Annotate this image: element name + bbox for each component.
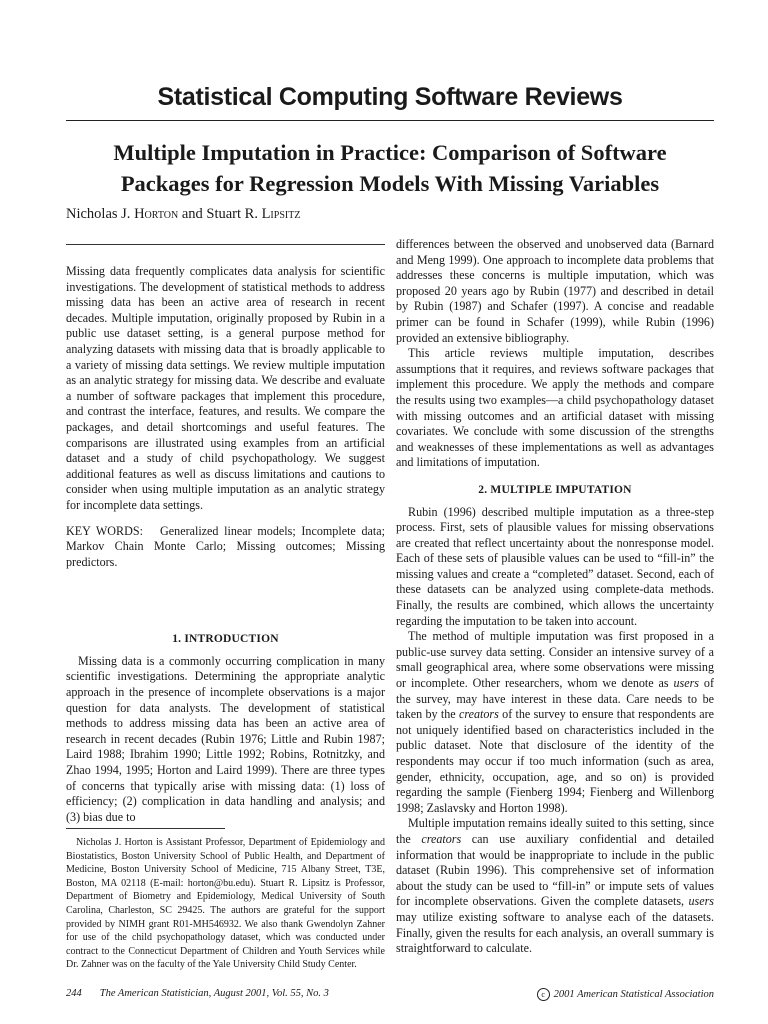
page-number: 244: [66, 988, 82, 999]
mi-p2-text-b: of the survey, may have interest in these data. Care needs to be taken by the: [396, 676, 714, 722]
mi-p3-text-c: may utilize existing software to analyse each of the datasets. Finally, given the results for each analysis, an overall summary is straightforward to calculate.: [396, 909, 714, 956]
journal-citation: The American Statistician, August 2001, Vol. 55, No. 3: [99, 988, 329, 999]
author-footnote: Nicholas J. Horton is Assistant Professor, Department of Epidemiology and Biostatistics, Boston University School of Public Health, and Department of Medicine, Boston University School of Medicine, 715 Albany Street, T3E, Boston, MA 02118 (E-mail: horton@bu.edu). Stuart R. Lipsitz is Professor, Department of Biometry and Epidemiology, Medical University of South Carolina, Charleston, SC 29425. The authors are grateful for the support provided by NIMH grant R01-MH546932. We also thank Gwendolyn Zahner for use of the child psychopathology dataset, which was conducted under contract to the Connecticut Department of Children and Youth Services while Dr. Zahner was on the faculty of the Yale University Child Study Center.: [66, 837, 385, 971]
abstract: [66, 264, 385, 514]
author-and: and Stuart R.: [178, 206, 262, 222]
mi-p2-text-a: The method of multiple imputation was first proposed in a public-use survey data setting. Consider an intensive survey of a small geographical area, where some observations were missing or incomplete. Other researchers, whom we denote as: [396, 629, 714, 691]
intro-paragraph-1-continued: differences between the observed and unobserved data (Barnard and Meng 1999). One approach to incomplete data problems that addresses these concerns is multiple imputation, which was proposed 20 years ago by Rubin (1977) and described in detail by Rubin (1987) and Schafer (1997). A concise and readable primer can be found in Schafer (1999), while Rubin (1996) provided an extensive bibliography.: [396, 237, 714, 345]
author-line: [66, 204, 300, 224]
section-heading-introduction: 1. INTRODUCTION: [172, 633, 279, 646]
keywords: [66, 524, 385, 571]
page-footer-left: [66, 988, 329, 999]
mi-p3-creators: creators: [421, 831, 462, 846]
author1-first: Nicholas J.: [66, 206, 135, 222]
mi-p3-users: users: [688, 894, 714, 909]
title-rule: [66, 120, 714, 121]
mi-p2-creators: creators: [458, 707, 499, 722]
mi-p2-users: users: [673, 676, 700, 691]
mi-paragraph-3: [396, 816, 714, 956]
article-title-line-1: Multiple Imputation in Practice: Comparison of Software: [113, 140, 667, 165]
keywords-label: KEY WORDS:: [66, 523, 143, 538]
author2-last: Lipsitz: [261, 206, 301, 222]
copyright-text: 2001 American Statistical Association: [553, 989, 714, 1000]
mi-p3-text-b: can use auxiliary confidential and detailed information that would be inappropriate to include in the public dataset (Rubin 1996). This comprehensive set of information about the study can be used to “fill-in” or impute sets of values for incomplete observations. Given the complete datasets,: [396, 831, 714, 909]
right-column: [396, 237, 714, 957]
author1-last: Horton: [134, 206, 179, 222]
intro-paragraph-2: This article reviews multiple imputation, describes assumptions that it requires, and reviews software packages that implement this procedure. We apply the methods and compare the results using two examples—a child psychopathology dataset with missing outcomes and an artificial dataset with missing covariates. We conclude with some discussion of the strengths and weaknesses of these implementations as well as advantages and limitations of imputation.: [396, 346, 714, 470]
mi-paragraph-1: Rubin (1996) described multiple imputation as a three-step process. First, sets of plausible values for missing observations are created that reflect uncertainty about the nonresponse model. Each of these sets of plausible values can be used to “fill-in” the missing values and create a “completed” dataset. Second, each of these datasets can be analyzed using complete-data methods. Finally, the results are combined, which allows the uncertainty regarding the imputation to be taken into account.: [396, 504, 714, 628]
copyright-icon: c: [537, 988, 550, 1001]
footnote-rule: [66, 828, 225, 829]
article-title: [66, 137, 714, 199]
article-title-line-2: Packages for Regression Models With Missing Variables: [120, 171, 660, 196]
intro-paragraph-1: Missing data is a commonly occurring complication in many scientific investigations. Determining the appropriate analytic approach in the presence of incomplete observations is a major question for data analysts. The development of statistical methods to address missing data has been an active area of research in recent decades (Rubin 1976; Little and Rubin 1987; Laird 1988; Ibrahim 1990; Little 1992; Robins, Rotnitzky, and Zhao 1994, 1995; Horton and Laird 1999). There are three types of concerns that typically arise with missing data: (1) loss of efficiency; (2) complication in data handling and analysis; and (3) bias due to: [66, 653, 385, 824]
section-heading-multiple-imputation: 2. MULTIPLE IMPUTATION: [478, 483, 632, 496]
abstract-text: Missing data frequently complicates data analysis for scientific investigations. The development of statistical methods to address missing data has been an active area of research in recent decades. Multiple imputation, originally proposed by Rubin in a public use dataset setting, is a general purpose method for analyzing datasets with missing data that is broadly applicable to a variety of missing data settings. We review multiple imputation as an analytic strategy for missing data. We describe and evaluate a number of software packages that implement this procedure, and contrast the interface, features, and results. We compare the packages, and detail shortcomings and useful features. The comparisons are illustrated using examples from an artificial dataset and a study of child psychopathology. We suggest additional features as well as discuss limitations and cautions to consider when using multiple imputation as an analytic strategy for incomplete data settings.: [66, 264, 385, 512]
mi-p2-text-c: of the survey to ensure that respondents are not uniquely identified based on characteristics included in the public dataset. Note that disclosure of the identity of the respondents may occur if too much information (such as area, gender, ethnicity, occupation, age, and so on) is provided regarding the sample (Fienberg 1994; Fienberg and Willenborg 1998; Zaslavsky and Horton 1998).: [396, 707, 714, 815]
journal-section-title: Statistical Computing Software Reviews: [157, 83, 623, 111]
left-column: [66, 244, 385, 825]
keywords-text: Generalized linear models; Incomplete data; Markov Chain Monte Carlo; Missing outcomes; Missing predictors.: [66, 523, 385, 569]
page-footer-right: [537, 988, 714, 1001]
mi-paragraph-2: [396, 629, 714, 816]
abstract-top-rule: [66, 244, 385, 245]
mi-p3-text-a: Multiple imputation remains ideally suited to this setting, since the: [396, 816, 714, 846]
